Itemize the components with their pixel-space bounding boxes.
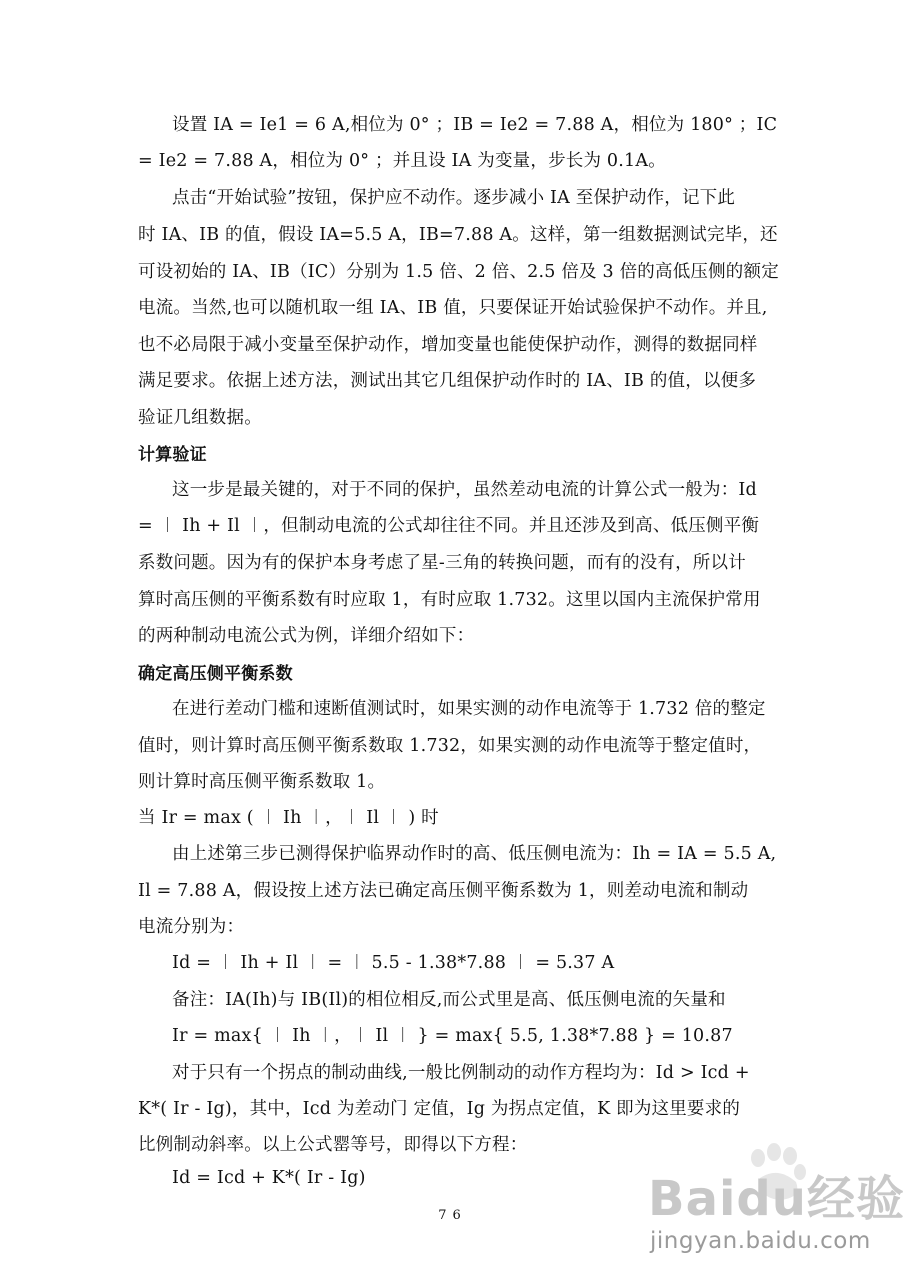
watermark-url: jingyan.baidu.com <box>650 1228 871 1254</box>
section-heading: 计算验证 <box>138 445 207 465</box>
watermark-logo: Baidu经验 <box>648 1171 905 1227</box>
formula-heading: 当 Ir = max ( ︱ Ih ︱，︱ Il ︱ ) 时 <box>138 808 439 828</box>
text-line: 电流。当然,也可以随机取一组 IA、IB 值，只要保证开始试验保护不动作。并且, <box>138 298 768 318</box>
text-line: 在进行差动门槛和速断值测试时，如果实测的动作电流等于 1.732 倍的整定 <box>172 699 766 719</box>
section-heading: 确定高压侧平衡系数 <box>138 664 293 684</box>
text-line: K*( Ir - Ig)，其中，Icd 为差动门 定值，Ig 为拐点定值，K 即为这里要求的 <box>138 1099 741 1119</box>
text-line: 系数问题。因为有的保护本身考虑了星-三角的转换问题，而有的没有，所以计 <box>138 553 746 573</box>
text-line: = Ie2 = 7.88 A，相位为 0° ；并且设 IA 为变量，步长为 0.1A。 <box>138 151 666 171</box>
text-line: 可设初始的 IA、IB（IC）分别为 1.5 倍、2 倍、2.5 倍及 3 倍的高低压侧的额定 <box>138 262 779 282</box>
text-line: 时 IA、IB 的值，假设 IA=5.5 A，IB=7.88 A。这样，第一组数据测试完毕，还 <box>138 225 778 245</box>
formula-line: Ir = max{ ︱ Ih ︱，︱ Il ︱ } = max{ 5.5, 1.38*7.88 } = 10.87 <box>172 1026 733 1046</box>
note-line: 备注：IA(Ih)与 IB(Il)的相位相反,而公式里是高、低压侧电流的矢量和 <box>172 990 726 1010</box>
page-number: 76 <box>438 1208 467 1223</box>
text-line: = ︱ Ih + Il ︱，但制动电流的公式却往往不同。并且还涉及到高、低压侧平衡 <box>138 516 760 536</box>
text-line: 电流分别为： <box>138 917 245 937</box>
text-line: 满足要求。依据上述方法，测试出其它几组保护动作时的 IA、IB 的值，以便多 <box>138 371 757 391</box>
text-line: 由上述第三步已测得保护临界动作时的高、低压侧电流为：Ih = IA = 5.5 A, <box>172 844 777 864</box>
text-line: 验证几组数据。 <box>138 408 262 428</box>
text-line: 设置 IA = Ie1 = 6 A,相位为 0° ；IB = Ie2 = 7.88 A，相位为 180° ；IC <box>172 115 778 135</box>
text-line: 对于只有一个拐点的制动曲线,一般比例制动的动作方程均为：Id > Icd + <box>172 1063 750 1083</box>
text-line: 则计算时高压侧平衡系数取 1。 <box>138 772 386 792</box>
formula-line: Id = ︱ Ih + Il ︱ = ︱ 5.5 - 1.38*7.88 ︱ = 5.37 A <box>172 953 615 973</box>
text-line: 算时高压侧的平衡系数有时应取 1，有时应取 1.732。这里以国内主流保护常用 <box>138 590 761 610</box>
text-line: 点击“开始试验”按钮，保护应不动作。逐步减小 IA 至保护动作，记下此 <box>172 188 736 208</box>
text-line: 也不必局限于减小变量至保护动作，增加变量也能使保护动作，测得的数据同样 <box>138 335 758 355</box>
text-line: 这一步是最关键的，对于不同的保护，虽然差动电流的计算公式一般为：Id <box>172 480 757 500</box>
text-line: 值时，则计算时高压侧平衡系数取 1.732，如果实测的动作电流等于整定值时， <box>138 736 762 756</box>
text-line: 比例制动斜率。以上公式罂等号，即得以下方程： <box>138 1135 528 1155</box>
text-line: Il = 7.88 A，假设按上述方法已确定高压侧平衡系数为 1，则差动电流和制动 <box>138 881 749 901</box>
formula-line: Id = Icd + K*( Ir - Ig) <box>172 1168 366 1188</box>
text-line: 的两种制动电流公式为例，详细介绍如下： <box>138 626 475 646</box>
